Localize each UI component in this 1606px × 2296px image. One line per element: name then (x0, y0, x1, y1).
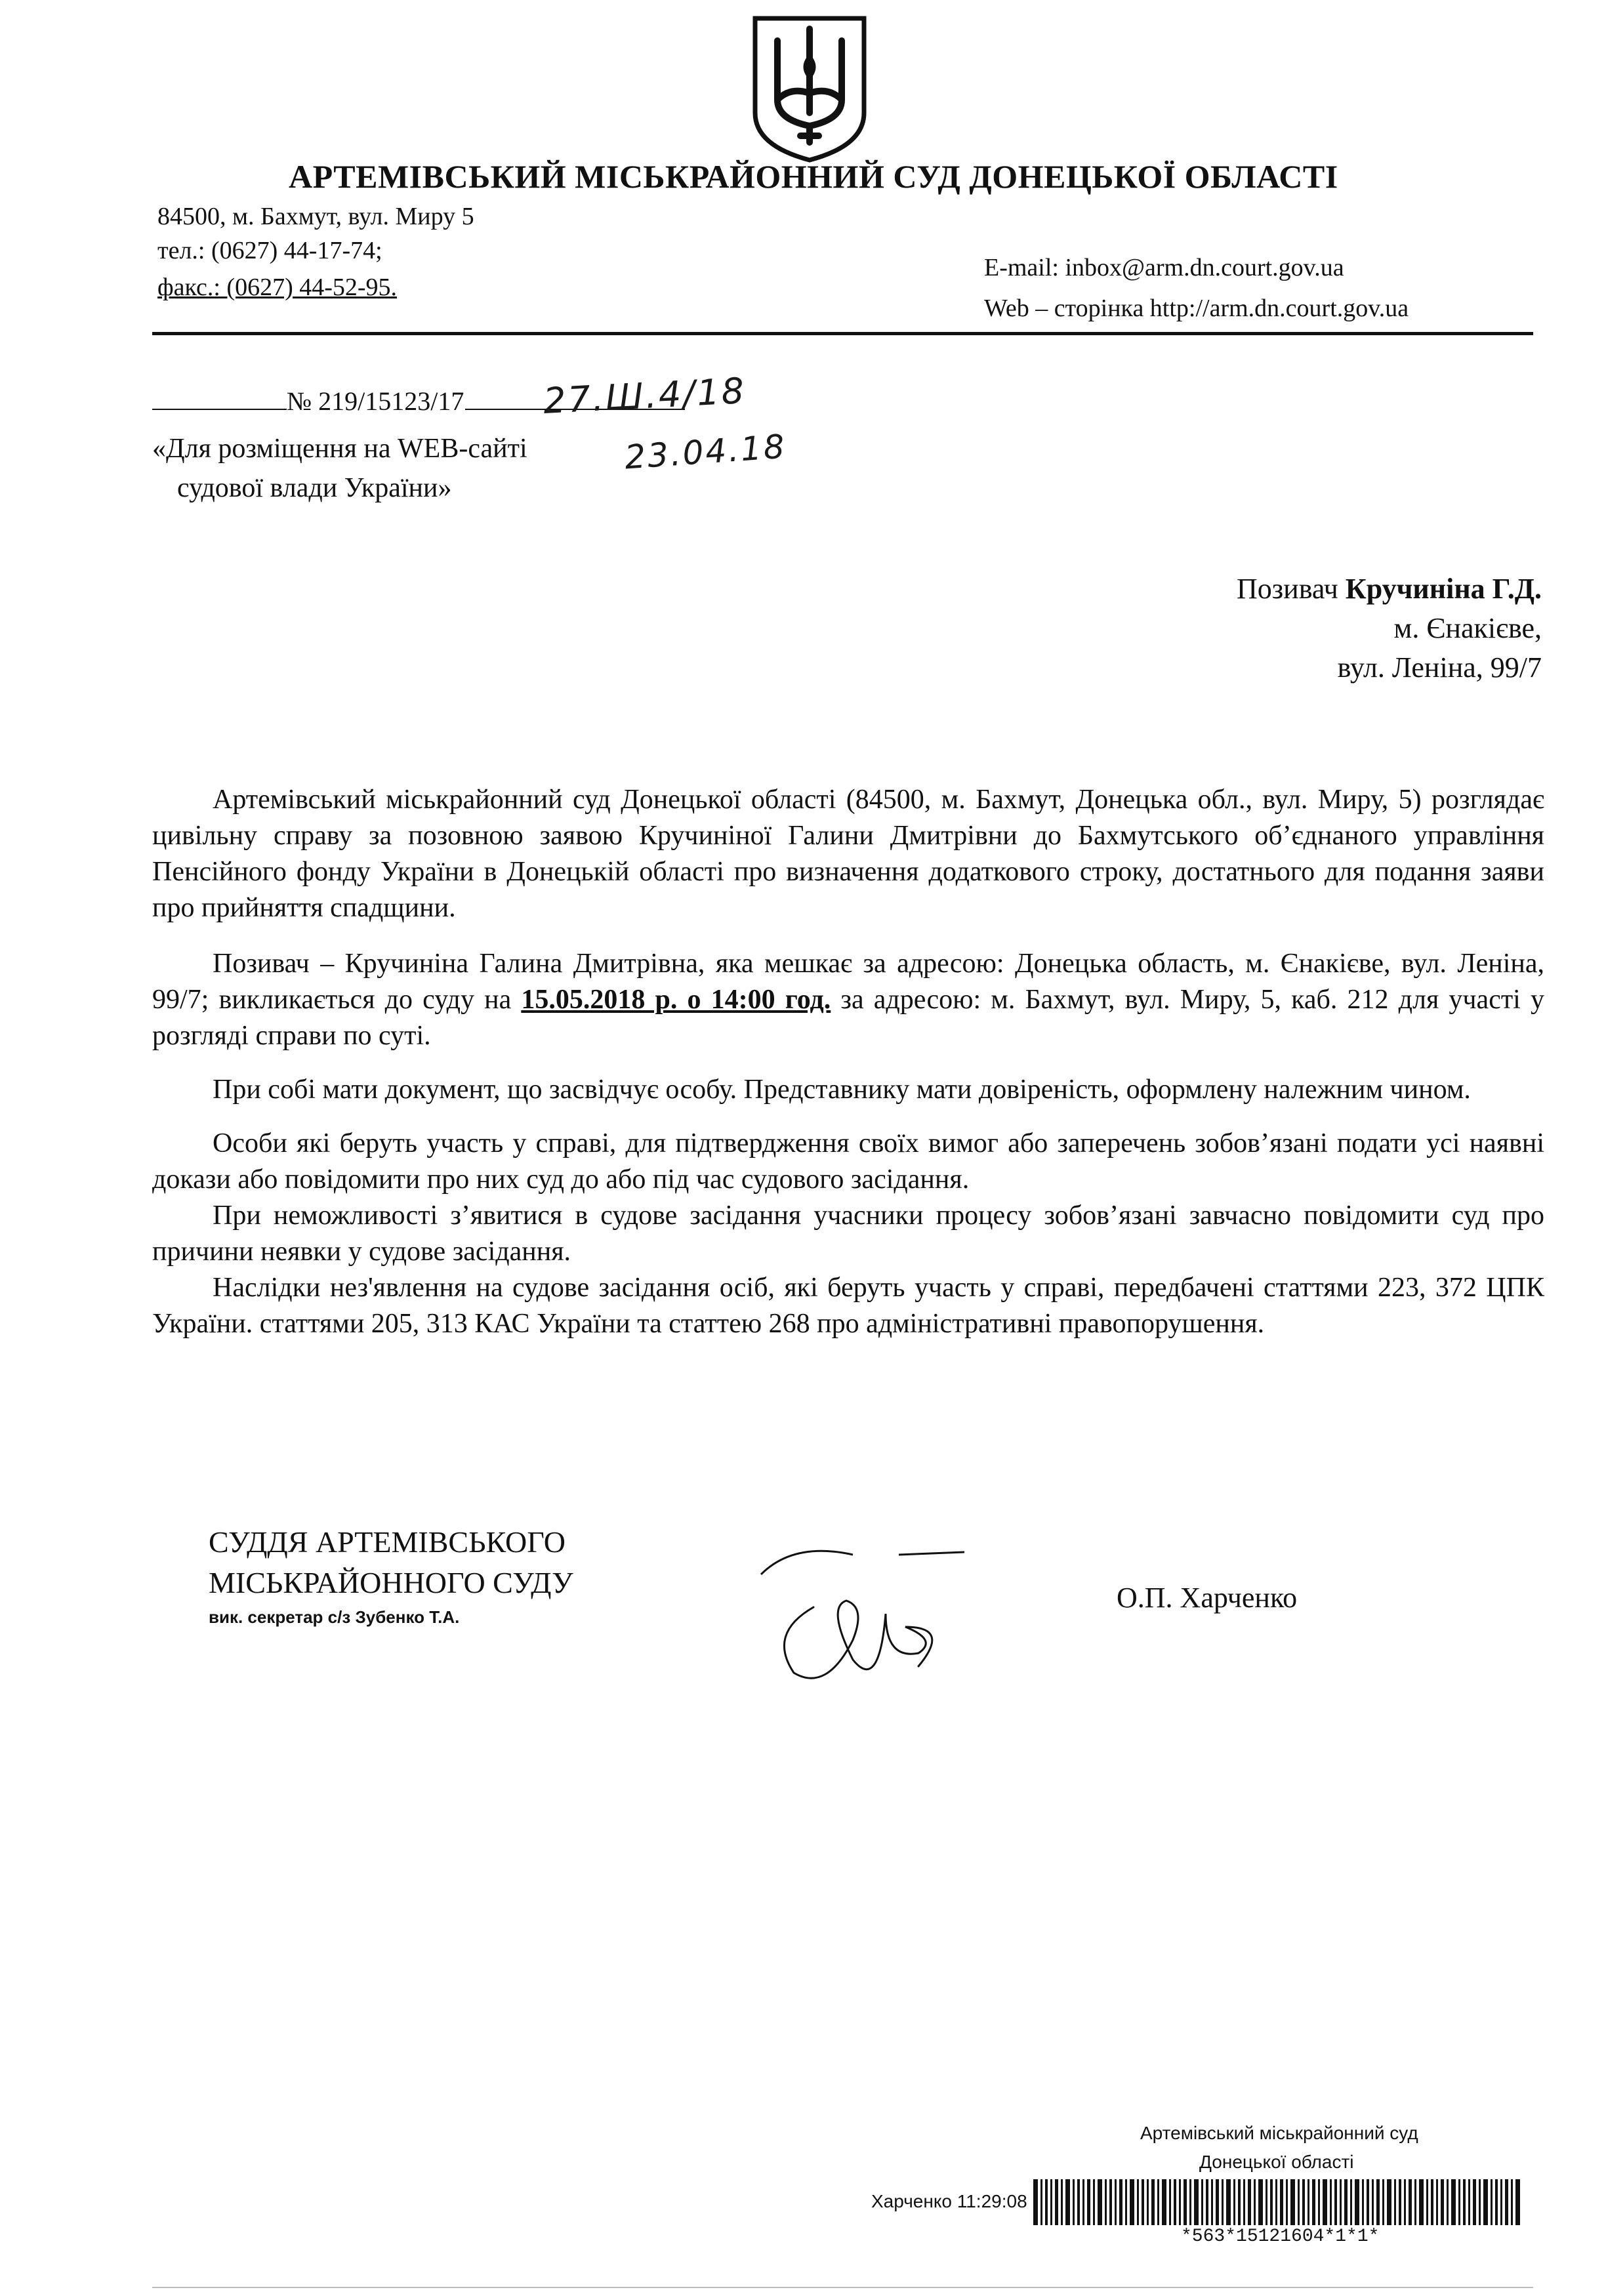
barcode-bar (1409, 2179, 1412, 2225)
barcode-bar (1050, 2179, 1052, 2225)
barcode-bar (1441, 2179, 1444, 2225)
barcode-bar (1468, 2179, 1470, 2225)
barcode-bar (1157, 2179, 1159, 2225)
registry-stamp-court: Артемівський міськрайонний суд (1140, 2123, 1418, 2143)
barcode-bar (1372, 2179, 1374, 2225)
header-divider (152, 332, 1533, 335)
body-paragraph-5 (152, 1198, 1544, 1270)
registry-stamp-user-time: Харченко 11:29:08 (871, 2191, 1027, 2211)
barcode-bar (1350, 2179, 1352, 2225)
web-note-line-1: «Для розміщення на WEB-сайті (152, 434, 527, 464)
barcode-bar (1201, 2179, 1203, 2225)
body-paragraph-3 (152, 1072, 1544, 1108)
court-phone: тел.: (0627) 44-17-74; (157, 237, 382, 264)
barcode-bar (1355, 2179, 1359, 2225)
handwritten-signature-icon (754, 1528, 971, 1699)
barcode-bar (1302, 2179, 1305, 2225)
barcode-icon (1032, 2179, 1521, 2225)
barcode-bar (1458, 2179, 1460, 2225)
barcode-bar (1323, 2179, 1327, 2225)
barcode-bar (1479, 2179, 1481, 2225)
barcode-bar (1473, 2179, 1476, 2225)
body-paragraph-6 (152, 1270, 1544, 1342)
paragraph-text: Наслідки нез'явлення на судове засідання осіб, які беруть участь у справі, передбачені статтями 223, 372 ЦПК України. статтями 205, 313 КАС України та статтею 268 про адміністративні правопорушення. (152, 1273, 1544, 1339)
barcode-bar (1055, 2179, 1058, 2225)
barcode-bar (1065, 2179, 1070, 2225)
barcode-bar (1184, 2179, 1187, 2225)
barcode-bar (1419, 2179, 1424, 2225)
barcode-bar (1073, 2179, 1075, 2225)
handwritten-date-1: 27.Ш.4/18 (542, 369, 747, 422)
barcode-bar (1436, 2179, 1438, 2225)
web-note-line-2: судової влади України» (177, 473, 452, 503)
barcode-bar (1033, 2179, 1038, 2225)
barcode-bar (1505, 2179, 1508, 2225)
paragraph-text: Позивач – Кручиніна Галина Дмитрівна, яка мешкає за адресою: Донецька область, м. Єнакієве, вул. Леніна, 99/7; викликається до суду на (152, 949, 1544, 1015)
recipient-city: м. Єнакієве, (1393, 612, 1542, 644)
court-name-heading: АРТЕМІВСЬКИЙ МІСЬКРАЙОННИЙ СУД ДОНЕЦЬКОЇ ОБЛАСТІ (289, 158, 1338, 195)
barcode-bar (1307, 2179, 1309, 2225)
barcode-bar (1206, 2179, 1208, 2225)
barcode-bar (1109, 2179, 1112, 2225)
barcode-bar (1451, 2179, 1456, 2225)
barcode-bar (1162, 2179, 1166, 2225)
barcode-bar (1270, 2179, 1273, 2225)
barcode-bar (1115, 2179, 1117, 2225)
court-email: E-mail: inbox@arm.dn.court.gov.ua (984, 254, 1344, 281)
court-fax: факс.: (0627) 44-52-95. (157, 274, 398, 301)
barcode-bar (1515, 2179, 1520, 2225)
barcode-bar (1491, 2179, 1493, 2225)
barcode-bar (1495, 2179, 1498, 2225)
executor-note: вик. секретар с/з Зубенко Т.А. (209, 1607, 460, 1627)
barcode-bar (1511, 2179, 1513, 2225)
barcode-bar (1344, 2179, 1348, 2225)
barcode-bar (1142, 2179, 1144, 2225)
barcode-bar (1258, 2179, 1263, 2225)
paragraph-text: При неможливості з’явитися в судове засідання учасники процесу зобов’язані завчасно повідомити суд про причини неявки у судове засідання. (152, 1200, 1544, 1267)
barcode-bar (1394, 2179, 1396, 2225)
barcode-bar (1500, 2179, 1502, 2225)
barcode-bar (1334, 2179, 1337, 2225)
barcode-bar (1414, 2179, 1416, 2225)
barcode-bar (1362, 2179, 1364, 2225)
barcode-bar (1119, 2179, 1122, 2225)
barcode-bar (1233, 2179, 1235, 2225)
hearing-datetime: 15.05.2018 р. о 14:00 год. (521, 985, 831, 1015)
paragraph-text: за адресою: м. Бахмут, вул. Миру, 5, каб. 212 для участі у розгляді справи по суті. (152, 985, 1544, 1051)
barcode-bar (1318, 2179, 1320, 2225)
barcode-bar (1280, 2179, 1283, 2225)
signatory-title-line-2: МІСЬКРАЙОННОГО СУДУ (209, 1566, 573, 1599)
barcode-bar (1189, 2179, 1191, 2225)
barcode-number: *563*15121604*1*1* (1181, 2226, 1380, 2247)
barcode-bar (1211, 2179, 1213, 2225)
barcode-bar (1254, 2179, 1256, 2225)
barcode-bar (1330, 2179, 1332, 2225)
barcode-bar (1077, 2179, 1080, 2225)
recipient-line-1 (1237, 572, 1542, 605)
barcode-bar (1340, 2179, 1342, 2225)
barcode-bar (1045, 2179, 1048, 2225)
barcode-bar (1243, 2179, 1245, 2225)
barcode-bar (1216, 2179, 1219, 2225)
barcode-bar (1061, 2179, 1063, 2225)
outgoing-number: № 219/15123/17 (287, 386, 464, 416)
paragraph-text: Особи які беруть участь у справі, для підтвердження своїх вимог або заперечень зобов’язані подати усі наявні докази або повідомити про них суд до або під час судового засідання. (152, 1128, 1544, 1195)
recipient-role: Позивач (1237, 573, 1346, 605)
barcode-bar (1169, 2179, 1171, 2225)
barcode-bar (1376, 2179, 1380, 2225)
recipient-street: вул. Леніна, 99/7 (1337, 651, 1542, 684)
barcode-bar (1087, 2179, 1090, 2225)
barcode-bar (1463, 2179, 1466, 2225)
barcode-bar (1275, 2179, 1277, 2225)
barcode-bar (1151, 2179, 1155, 2225)
barcode-bar (1367, 2179, 1369, 2225)
court-address: 84500, м. Бахмут, вул. Миру 5 (157, 203, 474, 230)
barcode-bar (1431, 2179, 1433, 2225)
barcode-bar (1222, 2179, 1224, 2225)
barcode-bar (1266, 2179, 1267, 2225)
signatory-title-line-1: СУДДЯ АРТЕМІВСЬКОГО (209, 1525, 566, 1559)
paragraph-text: При собі мати документ, що засвідчує особу. Представнику мати довіреність, оформлену належним чином. (213, 1075, 1471, 1105)
barcode-bar (1226, 2179, 1231, 2225)
body-paragraph-2 (152, 946, 1544, 1054)
judge-name: О.П. Харченко (1117, 1582, 1298, 1614)
recipient-name: Кручиніна Г.Д. (1345, 573, 1542, 605)
barcode-bar (1286, 2179, 1288, 2225)
barcode-bar (1130, 2179, 1134, 2225)
barcode-bar (1082, 2179, 1084, 2225)
court-website: Web – сторінка http://arm.dn.court.gov.ua (984, 295, 1409, 322)
barcode-bar (1098, 2179, 1102, 2225)
barcode-bar (1093, 2179, 1095, 2225)
barcode-bar (1147, 2179, 1149, 2225)
barcode-bar (1248, 2179, 1251, 2225)
barcode-bar (1238, 2179, 1241, 2225)
page-bottom-edge (152, 2287, 1533, 2288)
barcode-bar (1179, 2179, 1181, 2225)
paragraph-text: Артемівський міськрайонний суд Донецької області (84500, м. Бахмут, Донецька обл., вул. Миру, 5) розглядає цивільну справу за позовною заявою Кручиніної Галини Дмитрівни до Бахмутського об’єднаного управління Пенсійного фонду України в Донецькій області про визначення додаткового строку, достатнього для подання заяви про прийняття спадщини. (152, 785, 1544, 923)
barcode-bar (1290, 2179, 1295, 2225)
body-paragraph-1 (152, 782, 1544, 926)
barcode-bar (1194, 2179, 1199, 2225)
barcode-bar (1447, 2179, 1449, 2225)
trident-coat-of-arms-icon (751, 14, 868, 163)
barcode-bar (1483, 2179, 1488, 2225)
barcode-bar (1298, 2179, 1300, 2225)
number-blank-line (152, 389, 287, 410)
barcode-bar (1426, 2179, 1428, 2225)
body-paragraph-4 (152, 1126, 1544, 1198)
barcode-bar (1174, 2179, 1176, 2225)
barcode-bar (1137, 2179, 1139, 2225)
barcode-bar (1040, 2179, 1042, 2225)
barcode-bar (1387, 2179, 1391, 2225)
barcode-bar (1382, 2179, 1384, 2225)
barcode-bar (1399, 2179, 1401, 2225)
barcode-bar (1312, 2179, 1315, 2225)
barcode-bar (1125, 2179, 1127, 2225)
registry-stamp-region: Донецької області (1199, 2152, 1354, 2172)
handwritten-date-2: 23.04.18 (623, 427, 788, 477)
barcode-bar (1105, 2179, 1107, 2225)
barcode-bar (1404, 2179, 1406, 2225)
